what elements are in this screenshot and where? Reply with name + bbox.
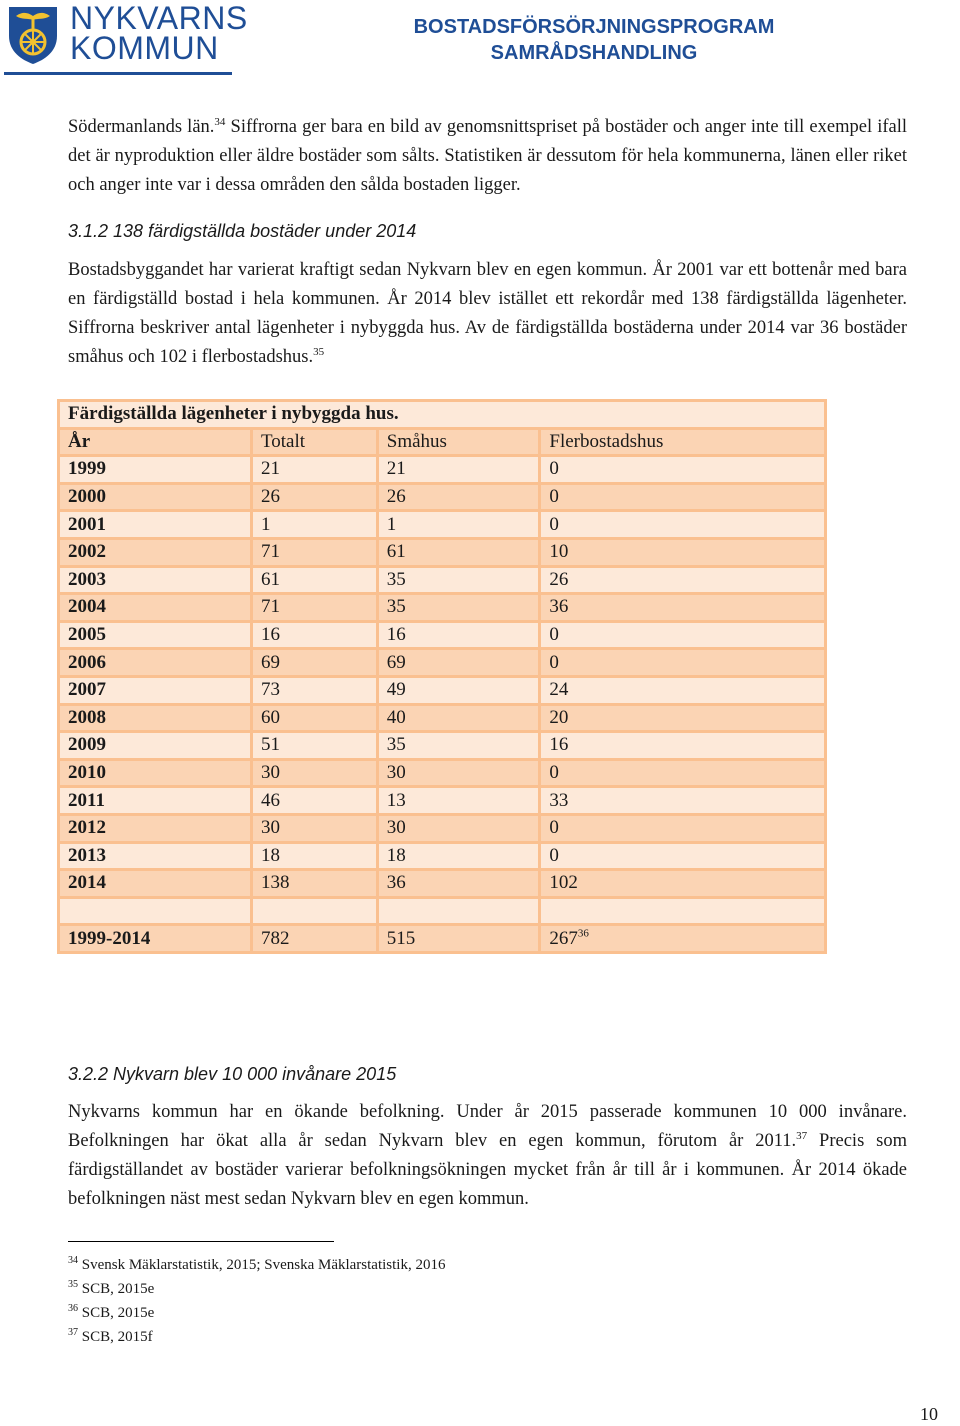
smahus-cell: 35 — [377, 732, 540, 760]
year-cell: 2007 — [59, 676, 252, 704]
flerbostadshus-cell: 0 — [540, 649, 826, 677]
column-header-flerbostadshus: Flerbostadshus — [540, 428, 826, 456]
footnote-text: SCB, 2015f — [81, 1329, 153, 1345]
smahus-cell: 16 — [377, 621, 540, 649]
section-2-paragraph — [68, 1098, 907, 1214]
flerbostadshus-sum-cell — [540, 925, 826, 953]
smahus-cell: 36 — [377, 870, 540, 898]
intro-text-b: Siffrorna ger bara en bild av genomsnittspriset på bostäder och anger inte till exempel ifall det är nyproduktion eller äldre bostäder som sålts. Statistiken är dessutom för hela kommunerna, länen eller riket och anger inte var i dessa områden den sålda bostaden ligger. — [68, 117, 908, 195]
flerbostadshus-cell: 10 — [540, 538, 826, 566]
total-cell: 71 — [252, 538, 378, 566]
footnote-text: SCB, 2015e — [81, 1305, 155, 1321]
smahus-cell: 30 — [377, 814, 540, 842]
footnote-divider — [68, 1241, 334, 1242]
municipality-logo — [4, 0, 248, 78]
section-heading: 3.1.2 138 färdigställda bostäder under 2014 — [68, 221, 417, 241]
total-cell: 30 — [252, 814, 378, 842]
document-header — [374, 14, 814, 66]
section-1-heading-block — [68, 219, 907, 243]
smahus-cell: 40 — [377, 704, 540, 732]
section-2-body-block — [68, 1098, 907, 1214]
smahus-cell: 26 — [377, 483, 540, 511]
footnote-text: SCB, 2015e — [81, 1281, 155, 1297]
intro-text-a: Södermanlands län. — [68, 117, 215, 137]
footnote-number: 36 — [68, 1303, 78, 1314]
footnote-number: 37 — [68, 1327, 78, 1338]
column-header-smahus: Småhus — [377, 428, 540, 456]
table-row — [59, 676, 826, 704]
smahus-cell: 18 — [377, 842, 540, 870]
table-row — [59, 732, 826, 760]
flerbostadshus-cell: 20 — [540, 704, 826, 732]
year-cell: 2008 — [59, 704, 252, 732]
table-row — [59, 483, 826, 511]
section-1-paragraph — [68, 256, 907, 372]
total-cell: 1 — [252, 511, 378, 539]
year-cell: 2014 — [59, 870, 252, 898]
empty-cell — [252, 897, 378, 925]
table-row — [59, 704, 826, 732]
footnote-ref[interactable]: 34 — [214, 115, 226, 128]
section-2-text-a: Nykvarns kommun har en ökande befolkning. Under år 2015 passerade kommunen 10 000 invånare. Befolkningen har ökat alla år sedan Nykvarn blev en egen kommun, förutom år 2011. — [68, 1102, 907, 1151]
table-row — [59, 511, 826, 539]
year-cell: 2010 — [59, 759, 252, 787]
smahus-cell: 61 — [377, 538, 540, 566]
table-row — [59, 787, 826, 815]
section-1-text: Bostadsbyggandet har varierat kraftigt sedan Nykvarn blev en egen kommun. År 2001 var ett bottenår med bara en färdigställd bostad i hela kommunen. År 2014 blev istället ett rekordår med 138 färdigställda lägenheter. Siffrorna beskriver antal lägenheter i nybyggda hus. Av de färdigställda bostäderna under 2014 var 36 bostäder småhus och 102 i flerbostadshus. — [68, 260, 907, 367]
flerbostadshus-cell: 24 — [540, 676, 826, 704]
footnote-number: 35 — [68, 1279, 78, 1290]
table-row — [59, 538, 826, 566]
year-cell: 1999 — [59, 456, 252, 484]
footnote-ref[interactable]: 35 — [313, 345, 325, 358]
year-cell: 2003 — [59, 566, 252, 594]
page-number: 10 — [920, 1404, 938, 1424]
table-row — [59, 814, 826, 842]
total-value: 782 — [261, 927, 290, 949]
total-cell: 30 — [252, 759, 378, 787]
table-row — [59, 759, 826, 787]
footnote — [68, 1277, 445, 1301]
table-row — [59, 566, 826, 594]
table-spacer-row — [59, 897, 826, 925]
table-row — [59, 456, 826, 484]
total-value: 267 — [549, 927, 578, 949]
smahus-cell: 21 — [377, 456, 540, 484]
footnote — [68, 1253, 445, 1277]
flerbostadshus-cell: 0 — [540, 842, 826, 870]
year-cell: 2002 — [59, 538, 252, 566]
flerbostadshus-cell: 36 — [540, 594, 826, 622]
flerbostadshus-cell: 33 — [540, 787, 826, 815]
table-total-row — [59, 925, 826, 953]
intro-paragraph — [68, 113, 907, 200]
footnote-number: 34 — [68, 1255, 78, 1266]
total-cell: 16 — [252, 621, 378, 649]
footnote-ref[interactable]: 36 — [577, 927, 589, 940]
year-cell: 2009 — [59, 732, 252, 760]
flerbostadshus-cell: 16 — [540, 732, 826, 760]
year-cell: 2000 — [59, 483, 252, 511]
footnotes — [68, 1253, 445, 1349]
year-cell: 2006 — [59, 649, 252, 677]
empty-cell — [377, 897, 540, 925]
year-cell: 2004 — [59, 594, 252, 622]
total-cell: 21 — [252, 456, 378, 484]
total-cell: 60 — [252, 704, 378, 732]
flerbostadshus-cell: 102 — [540, 870, 826, 898]
smahus-cell: 35 — [377, 566, 540, 594]
year-cell: 2001 — [59, 511, 252, 539]
year-cell: 2013 — [59, 842, 252, 870]
section-1-body-block — [68, 256, 907, 372]
footnote — [68, 1325, 445, 1349]
smahus-sum-cell — [377, 925, 540, 953]
smahus-cell: 69 — [377, 649, 540, 677]
empty-cell — [59, 897, 252, 925]
total-sum-cell — [252, 925, 378, 953]
document-title: BOSTADSFÖRSÖRJNINGSPROGRAM — [413, 16, 775, 38]
total-cell: 69 — [252, 649, 378, 677]
coat-of-arms-icon — [6, 4, 60, 66]
table-row — [59, 649, 826, 677]
total-cell: 71 — [252, 594, 378, 622]
total-value: 1999-2014 — [68, 927, 151, 949]
year-cell: 2005 — [59, 621, 252, 649]
flerbostadshus-cell: 0 — [540, 483, 826, 511]
total-label-cell — [59, 925, 252, 953]
flerbostadshus-cell: 0 — [540, 621, 826, 649]
section-2-heading-block — [68, 1062, 907, 1086]
footnote-ref[interactable]: 37 — [796, 1129, 808, 1142]
total-cell: 73 — [252, 676, 378, 704]
document-status: SAMRÅDSHANDLING — [490, 42, 698, 64]
smahus-cell: 30 — [377, 759, 540, 787]
logo-text-line1: NYKVARNS — [70, 0, 248, 36]
housing-table — [57, 399, 827, 954]
smahus-cell: 35 — [377, 594, 540, 622]
total-cell: 18 — [252, 842, 378, 870]
logo-underline — [4, 72, 232, 75]
flerbostadshus-cell: 0 — [540, 759, 826, 787]
table-row — [59, 842, 826, 870]
smahus-cell: 1 — [377, 511, 540, 539]
footnote-text: Svensk Mäklarstatistik, 2015; Svenska Mäklarstatistik, 2016 — [81, 1257, 446, 1273]
flerbostadshus-cell: 26 — [540, 566, 826, 594]
table-caption: Färdigställda lägenheter i nybyggda hus. — [59, 401, 826, 429]
smahus-cell: 13 — [377, 787, 540, 815]
total-value: 515 — [386, 927, 416, 949]
intro-paragraph-block — [68, 113, 907, 200]
logo-text-line2: KOMMUN — [70, 30, 219, 66]
column-header-total: Totalt — [252, 428, 378, 456]
smahus-cell: 49 — [377, 676, 540, 704]
section-2-text-b: Precis som färdigställandet av bostäder varierar befolkningsökningen mycket från år till år i kommunen. År 2014 ökade befolkningen näst mest sedan Nykvarn blev en egen kommun. — [68, 1131, 907, 1209]
table-row — [59, 870, 826, 898]
year-cell: 2011 — [59, 787, 252, 815]
total-cell: 61 — [252, 566, 378, 594]
total-cell: 46 — [252, 787, 378, 815]
column-header-year: År — [59, 428, 252, 456]
total-cell: 51 — [252, 732, 378, 760]
footnote — [68, 1301, 445, 1325]
table-row — [59, 594, 826, 622]
empty-cell — [540, 897, 826, 925]
flerbostadshus-cell: 0 — [540, 456, 826, 484]
total-cell: 138 — [252, 870, 378, 898]
total-cell: 26 — [252, 483, 378, 511]
year-cell: 2012 — [59, 814, 252, 842]
section-heading: 3.2.2 Nykvarn blev 10 000 invånare 2015 — [68, 1064, 397, 1084]
flerbostadshus-cell: 0 — [540, 511, 826, 539]
flerbostadshus-cell: 0 — [540, 814, 826, 842]
table-row — [59, 621, 826, 649]
